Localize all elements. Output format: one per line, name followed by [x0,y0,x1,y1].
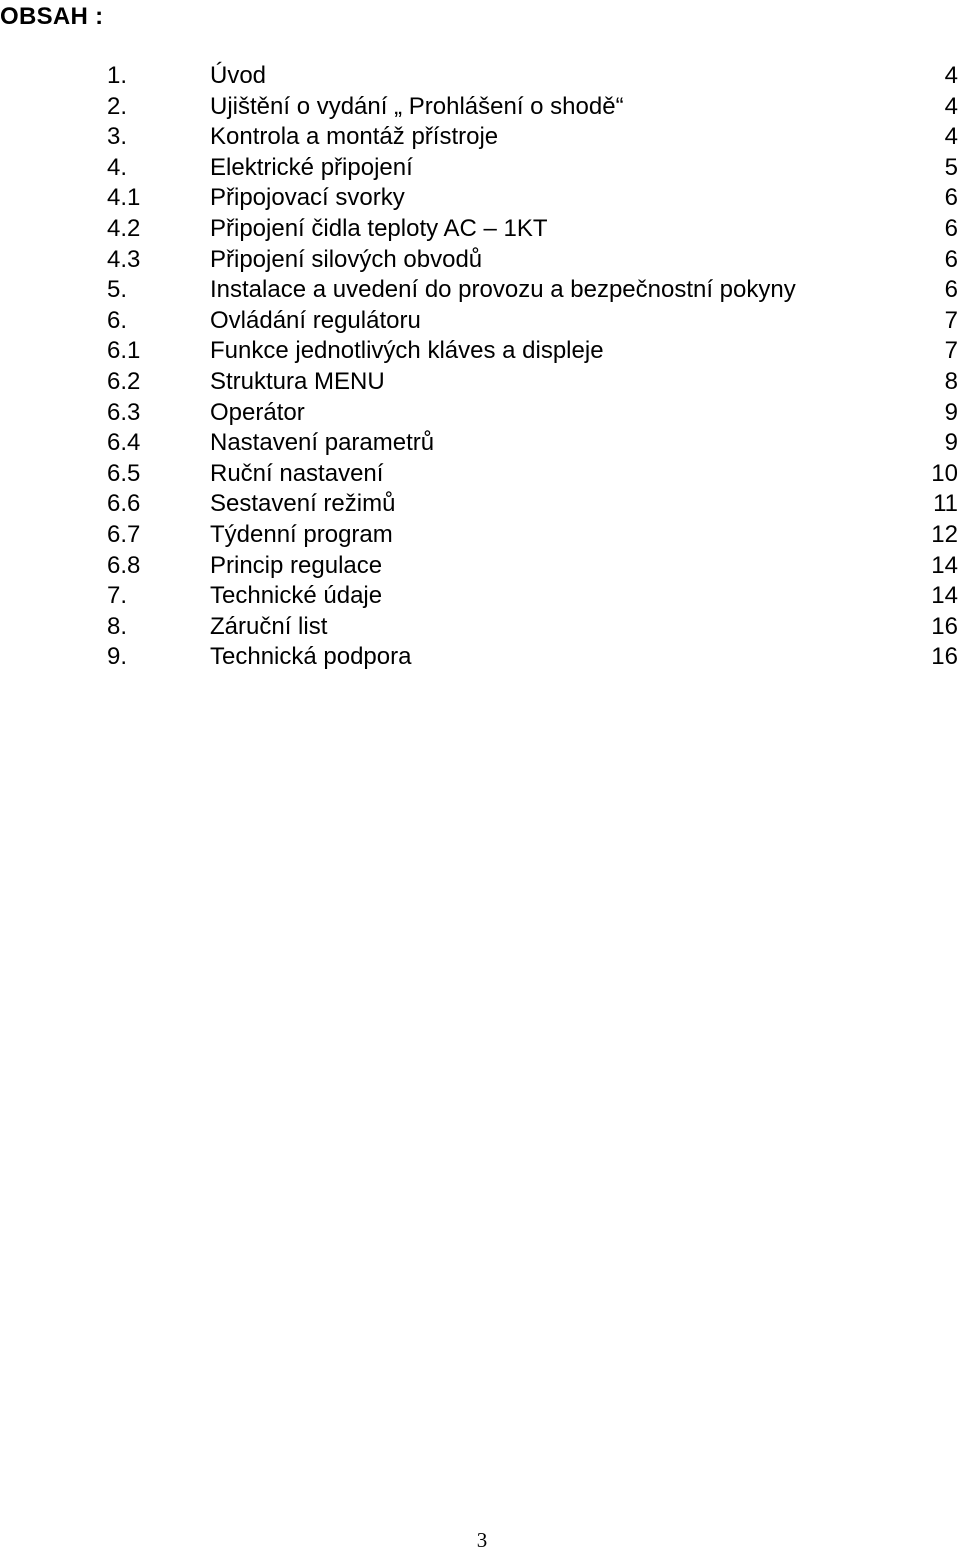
toc-entry-title: Nastavení parametrů [210,429,435,457]
toc-entry-number: 6.3 [107,398,141,426]
toc-entry[interactable] [0,245,960,276]
toc-entry-page: 12 [931,520,958,548]
toc-entry-number: 7. [107,582,128,610]
toc-entry-page: 6 [944,184,958,212]
toc-entry-number: 1. [107,62,128,89]
toc-entry-number: 5. [107,276,128,304]
toc-entry[interactable] [0,122,960,153]
toc-entry-page: 4 [944,92,958,120]
toc-entry-number: 6.8 [107,551,141,579]
toc-entry-number: 4. [107,153,128,181]
toc-entry-number: 4.2 [107,214,141,242]
toc-entry-title: Ujištění o vydání „ Prohlášení o shodě“ [210,92,624,120]
toc-entry-page: 11 [933,490,958,518]
toc-entry-page: 9 [944,429,958,457]
toc-entry-page: 6 [944,214,958,242]
toc-entry[interactable] [0,61,960,92]
toc-entry[interactable] [0,275,960,306]
toc-entry-title: Úvod [210,62,267,89]
toc-entry-title: Týdenní program [210,520,393,548]
toc-entry[interactable] [0,398,960,429]
toc-entry[interactable] [0,336,960,367]
toc-entry-title: Instalace a uvedení do provozu a bezpečnostní pokyny [210,276,796,304]
toc-entry-title: Kontrola a montáž přístroje [210,123,499,151]
toc-entry-number: 6.1 [107,337,141,365]
toc-entry-number: 8. [107,612,128,640]
toc-entry-number: 6.2 [107,367,141,395]
toc-entry[interactable] [0,489,960,520]
toc-entry-title: Ruční nastavení [210,459,384,487]
toc-entry-number: 2. [107,92,128,120]
toc-entry[interactable] [0,428,960,459]
toc-entry-title: Sestavení režimů [210,490,396,518]
toc-entry[interactable] [0,520,960,551]
toc-entry[interactable] [0,367,960,398]
toc-entry-title: Ovládání regulátoru [210,306,421,334]
toc-entry-title: Struktura MENU [210,367,385,395]
toc-entry-page: 5 [944,153,958,181]
page-number: 3 [476,1528,488,1552]
toc-entry-page: 6 [944,245,958,273]
table-of-contents [0,61,960,673]
toc-entry-page: 14 [931,551,958,579]
toc-entry-title: Technické údaje [210,582,383,610]
toc-entry[interactable] [0,92,960,123]
toc-entry-number: 4.1 [107,184,141,212]
toc-entry-page: 7 [944,306,958,334]
toc-entry[interactable] [0,153,960,184]
toc-entry-page: 8 [944,367,958,395]
toc-entry-title: Funkce jednotlivých kláves a displeje [210,337,604,365]
toc-entry-title: Připojení čidla teploty AC – 1KT [210,214,548,242]
toc-entry-number: 3. [107,123,128,151]
toc-heading: OBSAH : [0,3,104,30]
toc-entry[interactable] [0,306,960,337]
toc-entry-title: Připojení silových obvodů [210,245,483,273]
toc-entry[interactable] [0,214,960,245]
toc-entry-page: 4 [944,62,958,89]
toc-entry-page: 9 [944,398,958,426]
toc-entry-title: Operátor [210,398,305,426]
toc-entry[interactable] [0,612,960,643]
toc-entry[interactable] [0,183,960,214]
toc-entry-page: 4 [944,123,958,151]
toc-entry[interactable] [0,642,960,673]
toc-entry-page: 10 [931,459,958,487]
toc-entry[interactable] [0,459,960,490]
toc-entry-page: 16 [931,612,958,640]
toc-entry-number: 6.5 [107,459,141,487]
toc-entry-title: Technická podpora [210,643,412,671]
toc-entry-title: Záruční list [210,612,328,640]
page-footer [0,1527,960,1553]
toc-entry-number: 6.7 [107,520,141,548]
toc-entry-number: 9. [107,643,128,671]
toc-entry[interactable] [0,551,960,582]
toc-entry-page: 7 [944,337,958,365]
toc-entry-number: 4.3 [107,245,141,273]
toc-entry-page: 6 [944,276,958,304]
toc-entry-number: 6.6 [107,490,141,518]
toc-entry-title: Připojovací svorky [210,184,405,212]
toc-entry-title: Princip regulace [210,551,383,579]
toc-entry-title: Elektrické připojení [210,153,413,181]
toc-entry-number: 6. [107,306,128,334]
toc-entry-page: 16 [931,643,958,671]
toc-entry-page: 14 [931,582,958,610]
toc-entry[interactable] [0,581,960,612]
toc-entry-number: 6.4 [107,429,141,457]
